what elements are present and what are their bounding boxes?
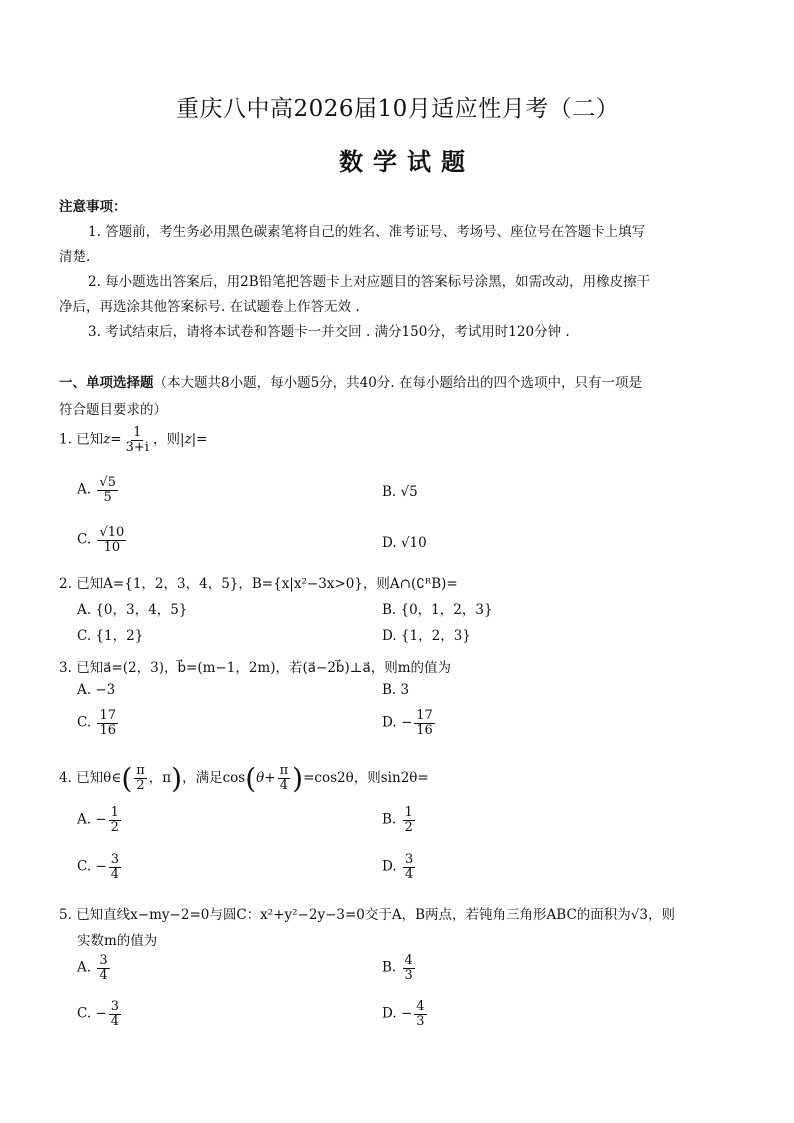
fraction [97,476,118,504]
close-paren: ) [292,762,304,795]
numerator: √5 [99,475,116,490]
open-paren: ( [245,762,257,795]
option-label: D. [382,535,397,551]
denominator: 10 [103,539,121,555]
fraction [109,806,121,834]
close-paren: ) [171,762,183,795]
math-expr: |z|= [179,431,208,448]
numerator: 4 [404,953,413,968]
question-1-option-a [77,476,120,504]
section-heading [59,371,642,391]
question-1-option-c [77,526,128,554]
fraction [403,954,415,982]
question-2-option-a: A. {0，3，4，5} [77,602,188,618]
option-label: C. [77,714,92,731]
denominator: 4 [99,967,108,983]
question-3-option-c [77,709,120,737]
fraction [134,764,147,792]
denominator: 3 [404,967,413,983]
question-5-option-c [77,1000,123,1028]
denominator: 16 [416,722,433,738]
math-expr: ，π [148,770,172,786]
option-label: D. [382,1005,397,1022]
question-5-option-a [77,954,112,982]
stem-text: ，满足cos [182,770,246,786]
question-1-option-b [382,484,418,500]
notice-item-1-cont: 清楚. [59,249,91,265]
fraction [414,1000,426,1028]
fraction [124,426,151,454]
numerator: π [279,763,289,779]
question-5-option-b [382,954,417,982]
open-paren: ( [121,762,133,795]
stem-text: 已知θ∈ [76,770,122,786]
question-3-option-a: A. −3 [77,682,116,698]
sign: − [95,811,107,828]
sign: − [95,858,107,875]
notice-item-1: 1. 答题前，考生务必用黑色碳素笔将自己的姓名、准考证号、考场号、座位号在答题卡上填写 [88,224,646,240]
numerator: 1 [110,805,119,820]
question-5-stem-cont: 实数m的值为 [77,933,158,949]
question-3-option-b: B. 3 [382,682,410,698]
numerator: 17 [99,708,116,723]
numerator: 4 [416,999,425,1014]
numerator: 1 [133,425,142,440]
denominator: 3 [416,1013,425,1029]
notice-item-2: 2. 每小题选出答案后，用2B铅笔把答题卡上对应题目的答案标号涂黑，如需改动，用橡皮擦干 [88,274,651,290]
option-label: C. [77,1005,92,1022]
stem-text: =cos2θ，则sin2θ= [303,770,429,786]
option-label: A. [77,811,92,828]
question-number: 5. [59,907,72,923]
denominator: 4 [110,866,120,882]
question-4-option-c [77,853,123,881]
option-label: A. [77,481,92,498]
section-desc-cont: 符合题目要求的） [59,402,167,418]
fraction [403,853,415,881]
question-5-stem [59,903,675,923]
exam-subtitle: 数学试题 [339,147,475,176]
question-1-stem [59,426,207,454]
denominator: 4 [110,1013,120,1029]
question-4-option-b [382,806,417,834]
fraction [97,526,126,554]
question-4-stem [59,762,429,795]
stem-text: 已知a⃗=(2，3)，b⃗=(m−1，2m)，若(a⃗−2b⃗)⊥a⃗，则m的值为 [76,660,452,676]
option-label: D. [382,858,397,875]
option-label: D. [382,714,397,731]
stem-text: ，则 [152,431,180,448]
fraction [97,709,118,737]
denominator: 2 [136,778,145,793]
numerator: √10 [99,525,125,540]
option-label: A. [77,959,92,976]
numerator: 3 [110,852,120,867]
section-title: 一、单项选择题 [59,375,154,391]
question-4-option-a [77,806,123,834]
question-number: 2. [59,576,72,592]
numerator: 1 [404,805,413,820]
denominator: 4 [404,866,414,882]
question-4-option-d [382,853,417,881]
question-number: 1. [59,431,72,448]
notice-item-3: 3. 考试结束后，请将本试卷和答题卡一并交回 . 满分150分，考试用时120分钟 . [88,324,570,340]
option-value: √10 [400,535,427,551]
option-label: B. [382,811,397,828]
question-number: 3. [59,660,72,676]
numerator: 3 [110,999,120,1014]
denominator: 2 [110,819,119,835]
question-2-option-c: C. {1，2} [77,628,144,644]
question-5-option-d [382,1000,429,1028]
exam-title: 重庆八中高2026届10月适应性月考（二） [176,96,620,122]
question-number: 4. [59,770,72,786]
option-label: B. [382,959,397,976]
numerator: π [136,763,145,779]
notice-item-2-cont: 净后，再选涂其他答案标号. 在试题卷上作答无效 . [59,299,360,315]
option-label: C. [77,858,92,875]
fraction [278,764,291,792]
numerator: 3 [99,953,108,968]
option-label: B. [382,484,397,500]
option-value: √5 [400,484,418,500]
denominator: 4 [279,778,289,793]
sign: − [400,714,413,731]
denominator: 2 [404,819,413,835]
sign: − [400,1005,413,1022]
question-2-option-b: B. {0，1，2，3} [382,602,493,618]
denominator: 16 [99,722,116,738]
fraction [109,1000,121,1028]
math-expr: z= [103,431,122,448]
question-3-stem [59,656,451,676]
denominator: 3+i [125,439,149,455]
denominator: 5 [103,489,112,505]
section-desc: （本大题共8小题，每小题5分，共40分. 在每小题给出的四个选项中，只有一项是 [153,375,642,391]
question-2-stem [59,572,458,592]
stem-text: 已知直线x−my−2=0与圆C：x²+y²−2y−3=0交于A，B两点，若钝角三角形ABC的面积为√3，则 [76,907,675,923]
numerator: 17 [416,708,433,723]
fraction [414,709,435,737]
stem-text: 已知 [76,431,104,448]
fraction [97,954,109,982]
stem-text: 已知A={1，2，3，4，5}，B={x|x²−3x>0}，则A∩(∁ᴿB)= [76,576,458,592]
question-1-option-d [382,535,427,551]
fraction [109,853,121,881]
numerator: 3 [404,852,414,867]
question-2-option-d: D. {1，2，3} [382,628,471,644]
math-expr: θ+ [256,770,276,786]
notice-heading: 注意事项： [59,199,127,215]
question-3-option-d [382,709,437,737]
option-label: C. [77,531,92,548]
sign: − [95,1005,107,1022]
fraction [403,806,415,834]
